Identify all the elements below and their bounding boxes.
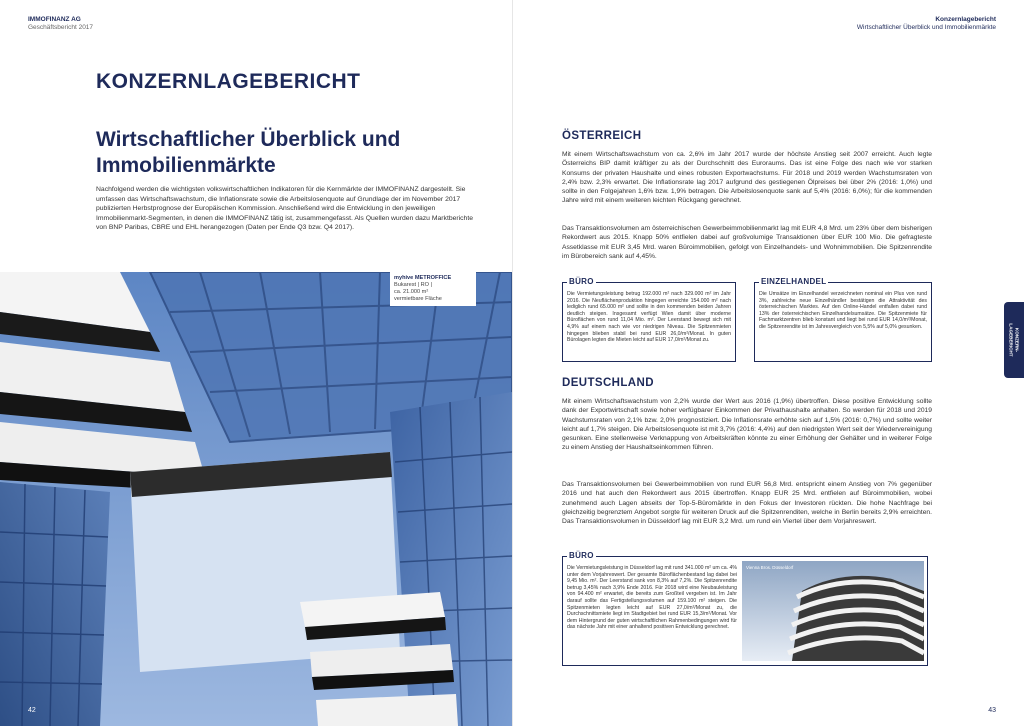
austria-retail-text: Die Umsätze im Einzelhandel verzeichneten nominal ein Plus von rund 3%, zahlreiche neue Einzelhändler bestätigen die Attraktivität des österreichischen Marktes. Auf den Online-Handel entfallen dabei rund 13% der österreichischen Einzelhandelsumsätze. Die Spitzenmiete für Fachmarktzentren blieb konstant und liegt bei rund EUR 14,0/m²/Monat, die Spitzenrendite ist im Jahresvergleich von 5,5% auf 5,0% gesunken.: [759, 291, 927, 330]
page-number-right: 43: [988, 707, 996, 714]
germany-paragraph-1: Mit einem Wirtschaftswachstum von 2,2% wurde der Wert aus 2016 (1,9%) übertroffen. Diese positive Entwicklung sollte dank der Exportwirtschaft sowie hoher verfügbarer Einkommen der Privathaushalte anhalten. So werden für 2018 und 2019 Wachstumsraten von 2,1% bzw. 2,0% prognostiziert. Die Inflationsrate erhöhte sich auf 1,5% (2016: 0,7%) und sollte weiter leicht auf 1,7% steigen. Die Arbeitslosenquote ist mit 3,7% (2016: 4,4%) auf den niedrigsten Wert seit der Wiedervereinigung gesunken. Eine stellenweise Verknappung von Arbeitskräften könnte zu einer Erhöhung der Gehälter und in weiterer Folge zu einem Anstieg der Haushaltseinkommen führen.: [562, 398, 932, 452]
heading-germany: DEUTSCHLAND: [562, 377, 654, 389]
austria-retail-box: [754, 277, 932, 362]
caption-title: myhive METROFFICE: [394, 275, 452, 281]
dusseldorf-building-photo: [742, 561, 924, 661]
austria-office-box: [562, 277, 736, 362]
company-name: IMMOFINANZ AG: [28, 16, 81, 23]
chapter-side-tab[interactable]: [1004, 302, 1024, 378]
intro-paragraph: Nachfolgend werden die wichtigsten volkswirtschaftlichen Indikatoren für die Kernmärkte der IMMOFINANZ dargestellt. Sie umfassen das Wirtschaftswachstum, die Inflationsrate sowie die Arbeitslosenquote auf Grundlage der im November 2017 publizierten Herbstprognose der Europäischen Kommission. Anschließend wird die Entwicklung in den jeweiligen Immobilienmarkt-Segmenten, in denen die IMMOFINANZ tätig ist, zusammengefasst. Als Quellen wurden dazu Marktberichte von BNP Paribas, CBRE und EHL herangezogen (Daten per Ende Q3 bzw. Q4 2017).: [96, 186, 474, 232]
running-head-section: Wirtschaftlicher Überblick und Immobilienmärkte: [856, 24, 996, 31]
report-name: Geschäftsbericht 2017: [28, 24, 94, 31]
dusseldorf-image-caption: Vienna Bros. Düsseldorf: [746, 565, 794, 570]
building-photo: [0, 272, 512, 726]
dusseldorf-building-illustration: [742, 561, 924, 661]
photo-caption: [390, 272, 476, 306]
caption-area: ca. 21.000 m²: [394, 289, 429, 295]
austria-retail-heading: EINZELHANDEL: [761, 277, 827, 286]
heading-austria: ÖSTERREICH: [562, 130, 642, 142]
chapter-title: KONZERNLAGEBERICHT: [96, 70, 361, 93]
caption-location: Bukarest | RO |: [394, 282, 433, 288]
germany-office-heading: BÜRO: [569, 551, 594, 560]
austria-paragraph-1: Mit einem Wirtschaftswachstum von ca. 2,6% im Jahr 2017 wurde der höchste Anstieg seit 2007 erreicht. Auch legte Österreichs BIP damit kräftiger zu als der Durchschnitt des Euroraums. Das ist eine Folge des nach wie vor starken Konsums der privaten Haushalte und eines robusten Exportwachstums. Für 2018 und 2019 werden Wachstumsraten von 2,4% bzw. 2,3% erwartet. Die Inflationsrate lag 2017 aufgrund des gestiegenen Ölpreises bei über 2% (2016: 1,0%) und sollte in den Folgejahren 1,6% bzw. 1,9% betragen. Die Arbeitslosenquote sank auf 5,4% (2016: 6,0%); für die kommenden Jahre wird mit einem weiteren leichten Rückgang gerechnet.: [562, 151, 932, 205]
austria-office-heading: BÜRO: [569, 277, 594, 286]
austria-paragraph-2: Das Transaktionsvolumen am österreichischen Gewerbeimmobilienmarkt lag mit EUR 4,8 Mrd. um 23% über dem bisherigen Rekordwert aus 2015. Knapp 50% entfielen dabei auf großvolumige Transaktionen über EUR 100 Mio. Die gefragteste Assetklasse mit EUR 3,45 Mrd. waren Büroimmobilien, gefolgt von Einzelhandels- und Wohnimmobilien. Die Spitzenrendite im Bürobereich sank auf 4,45%.: [562, 225, 932, 260]
running-head-right: [857, 16, 996, 32]
side-tab-label: KONZERN- LAGEBERICHT: [1009, 323, 1020, 357]
running-head-chapter: Konzernlagebericht: [935, 16, 996, 23]
germany-paragraph-2: Das Transaktionsvolumen bei Gewerbeimmobilien von rund EUR 56,8 Mrd. entspricht einem Anstieg von 7% gegenüber 2016 und hat auch den Rekordwert aus 2015 übertroffen. Knapp EUR 25 Mrd. entfielen auf Büroimmobilien, wobei zunehmend auch Lagen abseits der Top-5-Büromärkte in den Fokus der Investoren rückten. Die hohe Nachfrage bei gleichzeitig begrenztem Angebot sorgte für weiteren Druck auf die Spitzenrenditen, welche in Berlin bereits 2,9% erreichten. Das Transaktionsvolumen in Düsseldorf lag mit EUR 3,2 Mrd. um rund ein Viertel über dem Vorjahreswert.: [562, 481, 932, 526]
germany-office-text: Die Vermietungsleistung in Düsseldorf lag mit rund 341.000 m² um ca. 4% unter dem Vorjahreswert. Der gesamte Büroflächenbestand lag dabei bei 9,45 Mio. m². Der Leerstand sank von 8,3% auf 7,2%. Die Spitzenrendite betrug 3,45% nach 3,9% Ende 2016. Für 2018 wird eine Neubauleistung von 94.400 m² erwartet, die bereits zum Großteil vergeben ist. Im Jahr darauf sollte das Fertigstellungsvolumen auf 159.100 m² steigen. Die Spitzenmieten legten leicht auf EUR 27,0/m²/Monat zu, die Durchschnittsmiete liegt im Stadtgebiet bei rund EUR 15,3/m²/Monat. Vor dem Hintergrund der guten wirtschaftlichen Rahmenbedingungen wird für das nächste Jahr mit einer anhaltend positiven Entwicklung gerechnet.: [567, 565, 737, 631]
building-photo-illustration: [0, 272, 512, 726]
running-head-left: [28, 16, 93, 32]
page-number-left: 42: [28, 707, 36, 714]
section-title: Wirtschaftlicher Überblick und Immobilienmärkte: [96, 128, 401, 177]
caption-area-label: vermietbare Fläche: [394, 296, 442, 302]
austria-office-text: Die Vermietungsleistung betrug 192.000 m² nach 329.000 m² im Jahr 2016. Die Neuflächenproduktion hingegen erreichte 154.000 m² nach lediglich rund 65.000 m² und sollte in den kommenden beiden Jahren deutlich steigen. Insgesamt verfügt Wien damit über moderne Büroflächen von rund 11,04 Mio. m². Der Leerstand bewegt sich mit 4,9% auf einem nach wie vor niedrigen Niveau. Die Spitzenmieten hingegen blieben stabil bei rund EUR 26,0/m²/Monat. In guten Bürolagen legten die Mieten leicht auf EUR 17,0/m²/Monat zu.: [567, 291, 731, 344]
